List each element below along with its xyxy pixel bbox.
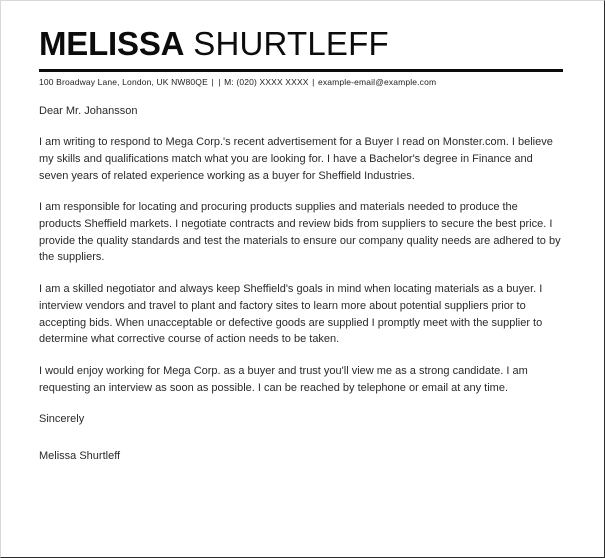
letterhead-name <box>39 27 562 60</box>
body-paragraph: I am writing to respond to Mega Corp.'s recent advertisement for a Buyer I read on Monster.com. I believe my skills and qualifications match what you are looking for. I have a Bachelor's degree in Finance and seven years of related experience working as a buyer for Sheffield Industries. <box>39 136 553 182</box>
contact-separator-3: | <box>309 77 317 87</box>
name-first: MELISSA <box>39 25 185 62</box>
contact-email: example-email@example.com <box>317 77 437 87</box>
contact-address: 100 Broadway Lane, London, UK NW80QE <box>39 77 208 87</box>
closing-salutation: Sincerely <box>39 413 85 426</box>
contact-separator-2: | <box>218 77 224 87</box>
body-paragraph: I would enjoy working for Mega Corp. as a buyer and trust you'll view me as a strong candidate. I am requesting an interview as soon as possible. I can be reached by telephone or email at any time. <box>39 365 528 394</box>
name-last: SHURTLEFF <box>193 25 389 62</box>
signature-name: Melissa Shurtleff <box>39 449 121 462</box>
contact-separator-1: | <box>208 77 217 87</box>
letterhead-divider <box>39 69 563 72</box>
body-paragraph: I am a skilled negotiator and always keep Sheffield's goals in mind when locating materials as a buyer. I interview vendors and travel to plant and factory sites to learn more about potential suppliers prior to accepting bids. When unacceptable or defective goods are supplied I promptly meet with the supplier to determine what corrective course of action needs to be taken. <box>39 283 543 346</box>
salutation: Dear Mr. Johansson <box>39 105 138 118</box>
contact-mobile: M: (020) XXXX XXXX <box>224 77 309 87</box>
body-paragraph: I am responsible for locating and procuring products supplies and materials needed to produce the products Sheffield markets. I negotiate contracts and review bids from suppliers to secure the best price. I provide the quality standards and test the materials to ensure our company quality needs are adhered to by the suppliers. <box>39 201 561 264</box>
contact-line <box>39 77 562 87</box>
cover-letter <box>1 1 604 464</box>
